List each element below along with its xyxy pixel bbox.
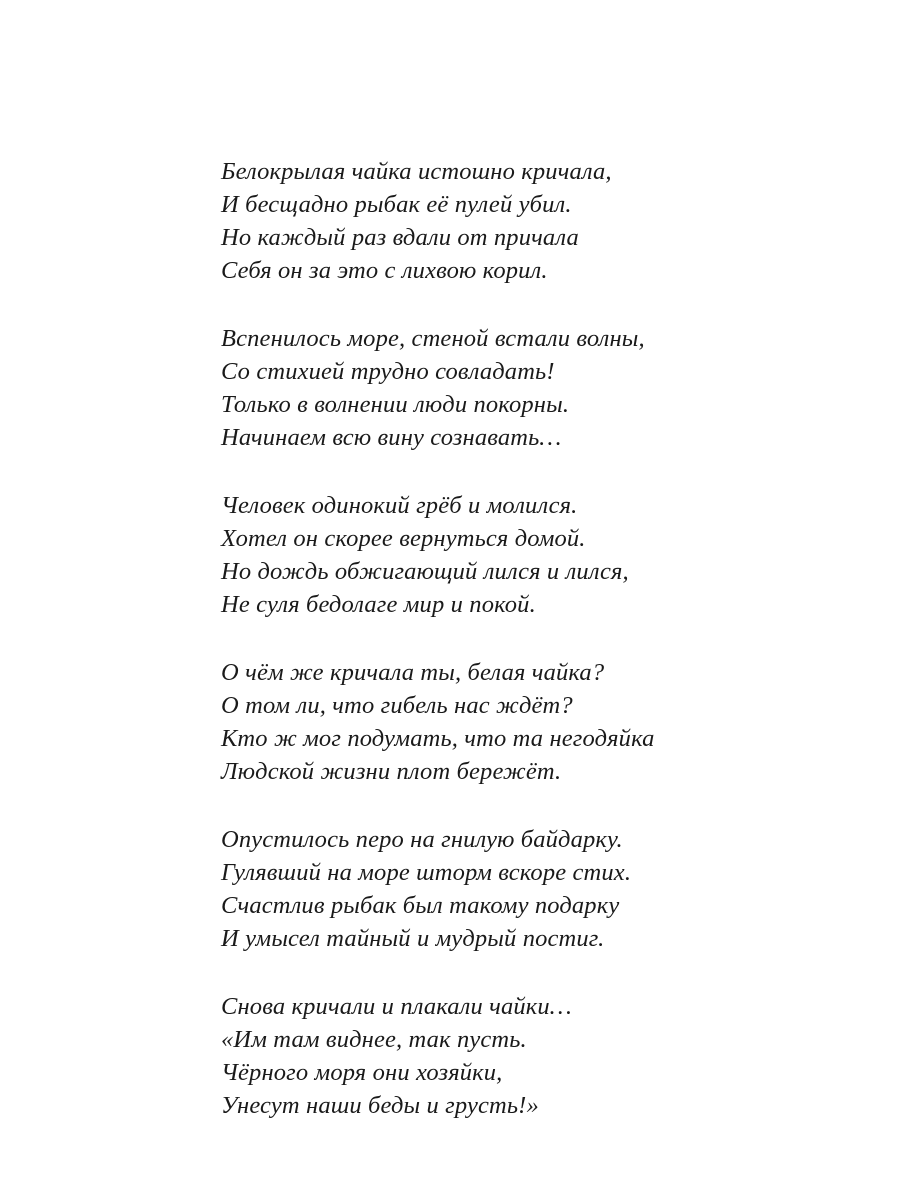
- poem-line: И бесщадно рыбак её пулей убил.: [221, 191, 572, 218]
- poem-line: Чёрного моря они хозяйки,: [221, 1059, 503, 1086]
- stanza: [221, 322, 691, 454]
- poem-line: Но каждый раз вдали от причала: [221, 224, 579, 251]
- poem-line: Но дождь обжигающий лился и лился,: [221, 558, 629, 585]
- poem-line: И умысел тайный и мудрый постиг.: [221, 925, 605, 952]
- poem-line: Хотел он скорее вернуться домой.: [221, 525, 586, 552]
- poem-line: Белокрылая чайка истошно кричала,: [221, 158, 612, 185]
- poem-line: Гулявший на море шторм вскоре стих.: [221, 859, 632, 886]
- poem-line: Со стихией трудно совладать!: [221, 358, 555, 385]
- poem-line: Только в волнении люди покорны.: [221, 391, 570, 418]
- poem-line: Унесут наши беды и грусть!»: [221, 1092, 539, 1119]
- poem-body: [221, 155, 691, 1122]
- poem-line: Счастлив рыбак был такому подарку: [221, 892, 620, 919]
- poem-line: О том ли, что гибель нас ждёт?: [221, 692, 573, 719]
- stanza: [221, 155, 691, 287]
- poem-line: Снова кричали и плакали чайки…: [221, 993, 572, 1020]
- poem-line: Кто ж мог подумать, что та негодяйка: [221, 725, 655, 752]
- stanza: [221, 656, 691, 788]
- poem-line: Не суля бедолаге мир и покой.: [221, 591, 536, 618]
- poem-line: «Им там виднее, так пусть.: [221, 1026, 527, 1053]
- poem-line: Людской жизни плот бережёт.: [221, 758, 562, 785]
- poem-line: Человек одинокий грёб и молился.: [221, 492, 578, 519]
- stanza: [221, 489, 691, 621]
- poem-line: Опустилось перо на гнилую байдарку.: [221, 826, 623, 853]
- poem-line: Начинаем всю вину сознавать…: [221, 424, 562, 451]
- poem-line: Себя он за это с лихвою корил.: [221, 257, 548, 284]
- poem-line: О чём же кричала ты, белая чайка?: [221, 659, 605, 686]
- stanza: [221, 990, 691, 1122]
- poem-line: Вспенилось море, стеной встали волны,: [221, 325, 645, 352]
- stanza: [221, 823, 691, 955]
